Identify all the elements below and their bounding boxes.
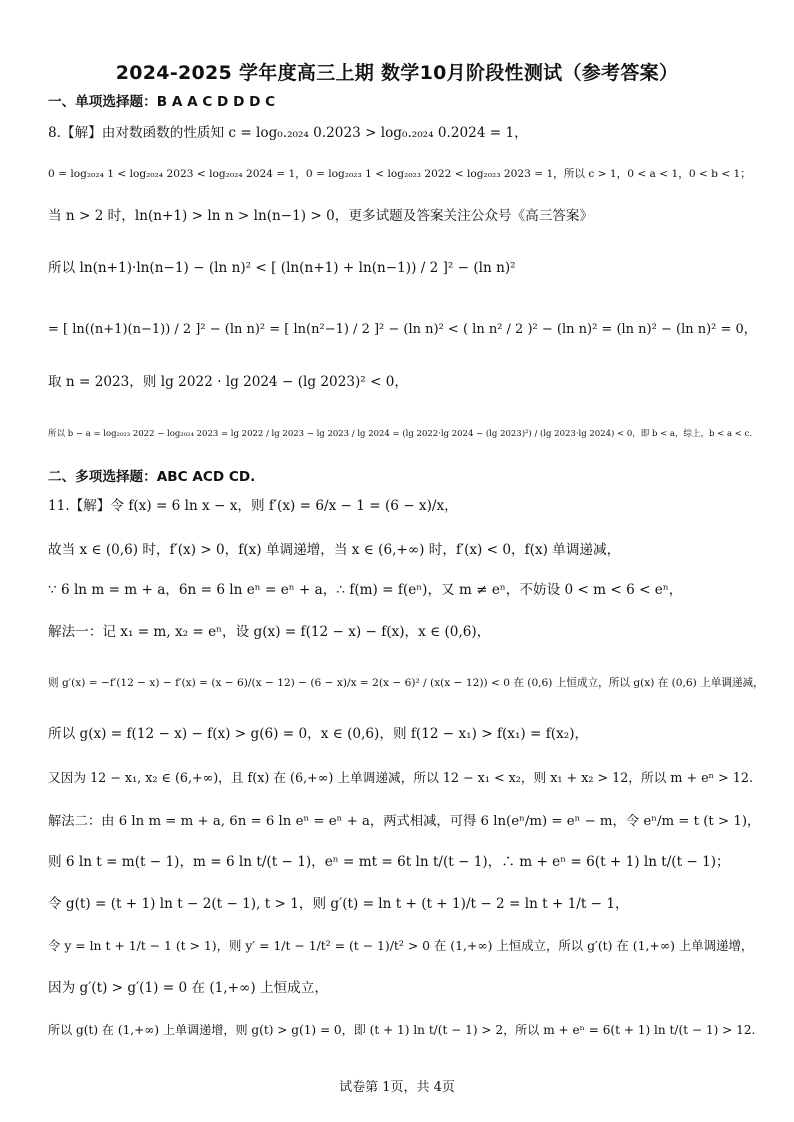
solution-line: 所以 g(t) 在 (1,+∞) 上单调递增，则 g(t) > g(1) = 0，即 (t + 1) ln t/(t − 1) > 2，所以 m + eⁿ = 6(t + 1) ln t/(t − 1) > 12. bbox=[48, 1023, 756, 1037]
solution-line: 8.【解】由对数函数的性质知 c = log₀.₂₀₂₄ 0.2023 > log₀.₂₀₂₄ 0.2024 = 1， bbox=[48, 125, 528, 141]
solution-line: 则 6 ln t = m(t − 1)，m = 6 ln t/(t − 1)，eⁿ = mt = 6t ln t/(t − 1)，∴ m + eⁿ = 6(t + 1) ln t/(t − 1)； bbox=[48, 854, 730, 870]
solution-line: ∵ 6 ln m = m + a，6n = 6 ln eⁿ = eⁿ + a，∴ f(m) = f(eⁿ)，又 m ≠ eⁿ，不妨设 0 < m < 6 < eⁿ， bbox=[48, 582, 683, 598]
solution-line: 又因为 12 − x₁, x₂ ∈ (6,+∞)，且 f(x) 在 (6,+∞) 上单调递减，所以 12 − x₁ < x₂，则 x₁ + x₂ > 12，所以 m + eⁿ > 12. bbox=[48, 770, 753, 785]
section-heading: 一、单项选择题：B A A C D D D C bbox=[48, 94, 276, 110]
solution-line: 令 y = ln t + 1/t − 1 (t > 1)，则 y′ = 1/t − 1/t² = (t − 1)/t² > 0 在 (1,+∞) 上恒成立，所以 g′(t) 在 (1,+∞) 上单调递增， bbox=[48, 938, 754, 953]
page-title: 2024-2025 学年度高三上期 数学10月阶段性测试（参考答案） bbox=[115, 62, 679, 84]
page-footer: 试卷第 1页，共 4页 bbox=[339, 1080, 455, 1095]
section-heading: 二、多项选择题：ABC ACD CD. bbox=[48, 469, 256, 485]
solution-line: 当 n > 2 时，ln(n+1) > ln n > ln(n−1) > 0，更多试题及答案关注公众号《高三答案》 bbox=[48, 208, 594, 224]
solution-line: 故当 x ∈ (0,6) 时，f′(x) > 0，f(x) 单调递增，当 x ∈ (6,+∞) 时，f′(x) < 0，f(x) 单调递减， bbox=[48, 542, 621, 558]
solution-line: 因为 g′(t) > g′(1) = 0 在 (1,+∞) 上恒成立， bbox=[48, 980, 328, 996]
solution-line: 所以 ln(n+1)·ln(n−1) − (ln n)² < [ (ln(n+1) + ln(n−1)) / 2 ]² − (ln n)² bbox=[48, 260, 516, 276]
solution-line: 0 = log₂₀₂₄ 1 < log₂₀₂₄ 2023 < log₂₀₂₄ 2024 = 1，0 = log₂₀₂₃ 1 < log₂₀₂₃ 2022 < log₂₀₂₃ 2023 = 1，所以 c > 1，0 < a < 1，0 < b < 1； bbox=[48, 168, 751, 180]
solution-line: 则 g′(x) = −f′(12 − x) − f′(x) = (x − 6)/(x − 12) − (6 − x)/x = 2(x − 6)² / (x(x − 12)) < 0 在 (0,6) 上恒成立，所以 g(x) 在 (0,6) 上单调递减， bbox=[48, 677, 764, 689]
solution-line: 解法二：由 6 ln m = m + a, 6n = 6 ln eⁿ = eⁿ + a，两式相减，可得 6 ln(eⁿ/m) = eⁿ − m，令 eⁿ/m = t (t > 1)， bbox=[48, 814, 761, 829]
solution-line: 令 g(t) = (t + 1) ln t − 2(t − 1), t > 1，则 g′(t) = ln t + (t + 1)/t − 2 = ln t + 1/t − 1， bbox=[48, 896, 629, 912]
solution-line: 解法一：记 x₁ = m, x₂ = eⁿ，设 g(x) = f(12 − x) − f(x)，x ∈ (0,6)， bbox=[48, 624, 491, 640]
solution-line: = [ ln((n+1)(n−1)) / 2 ]² − (ln n)² = [ ln(n²−1) / 2 ]² − (ln n)² < ( ln n² / 2 )² − (ln n)² = (ln n)² − (ln n)² = 0， bbox=[48, 322, 757, 337]
solution-line: 所以 g(x) = f(12 − x) − f(x) > g(6) = 0，x ∈ (0,6)，则 f(12 − x₁) > f(x₁) = f(x₂)， bbox=[48, 726, 589, 742]
solution-line: 取 n = 2023，则 lg 2022 · lg 2024 − (lg 2023)² < 0， bbox=[48, 374, 409, 390]
solution-line: 11.【解】令 f(x) = 6 ln x − x，则 f′(x) = 6/x − 1 = (6 − x)/x， bbox=[48, 498, 458, 514]
solution-line: 所以 b − a = log₂₀₂₃ 2022 − log₂₀₂₄ 2023 = lg 2022 / lg 2023 − lg 2023 / lg 2024 = (lg 2022·lg 2024 − (lg 2023)²) / (lg 2023·lg 2024) < 0，即 b < a，综上，b < a < c. bbox=[48, 429, 753, 439]
